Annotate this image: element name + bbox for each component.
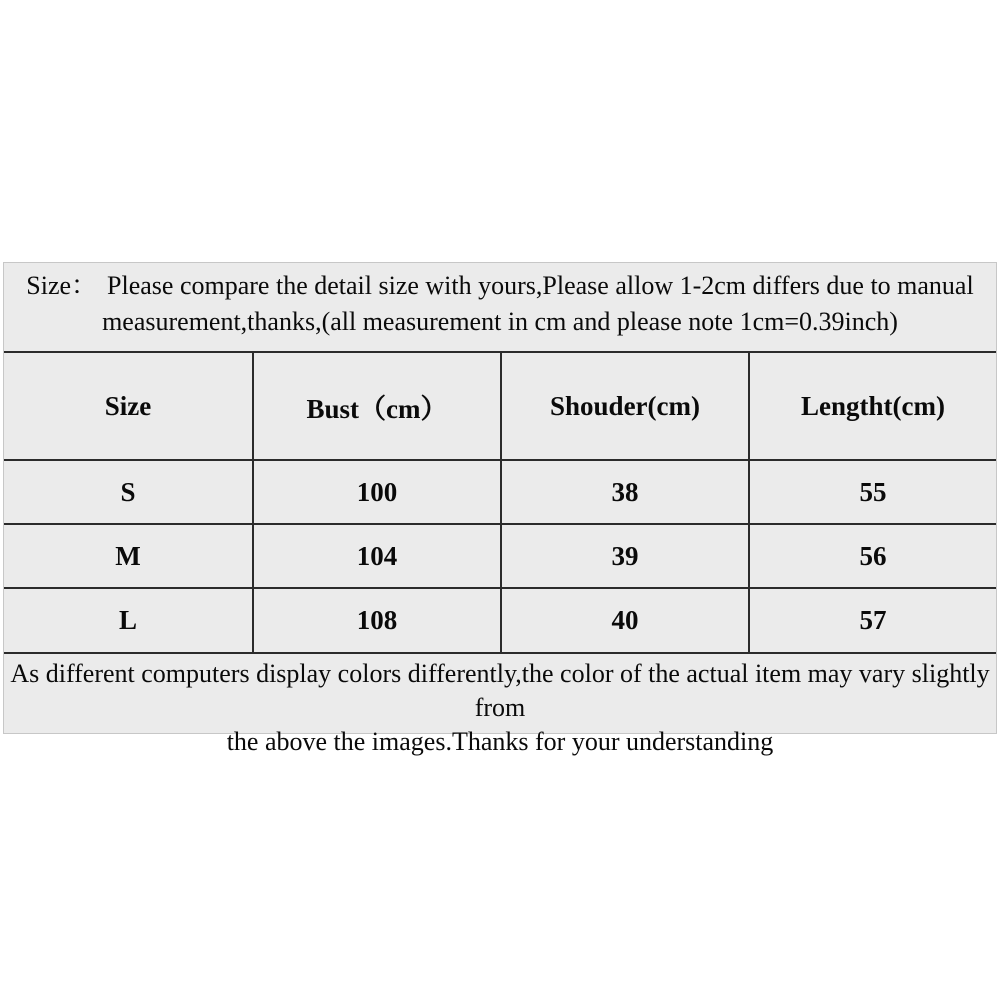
intro-line-1-text: Please compare the detail size with yours,Please allow 1-2cm differs due to manual (107, 271, 974, 300)
table-header-bust: Bust（cm） (252, 353, 500, 461)
table-cell-bust-l: 108 (252, 589, 500, 654)
table-cell-size-l: L (4, 589, 252, 654)
table-cell-bust-s: 100 (252, 461, 500, 525)
size-chart-panel (3, 262, 997, 756)
size-table (4, 353, 996, 654)
table-cell-length-l: 57 (748, 589, 996, 654)
table-cell-bust-m: 104 (252, 525, 500, 589)
table-cell-size-m: M (4, 525, 252, 589)
table-cell-shoulder-s: 38 (500, 461, 748, 525)
intro-line-2: measurement,thanks,(all measurement in cm and please note 1cm=0.39inch) (102, 307, 898, 336)
table-header-length: Lengtht(cm) (748, 353, 996, 461)
intro-size-label: Size： (26, 271, 98, 300)
table-cell-shoulder-m: 39 (500, 525, 748, 589)
intro-note (4, 263, 996, 353)
table-cell-length-s: 55 (748, 461, 996, 525)
table-cell-shoulder-l: 40 (500, 589, 748, 654)
table-cell-length-m: 56 (748, 525, 996, 589)
table-cell-size-s: S (4, 461, 252, 525)
intro-line-1 (4, 268, 996, 304)
table-header-shoulder: Shouder(cm) (500, 353, 748, 461)
disclaimer-line-1: As different computers display colors differently,the color of the actual item may vary slightly from (10, 659, 990, 722)
color-disclaimer-note (4, 654, 996, 756)
table-header-size: Size (4, 353, 252, 461)
disclaimer-line-2: the above the images.Thanks for your understanding (226, 727, 774, 756)
